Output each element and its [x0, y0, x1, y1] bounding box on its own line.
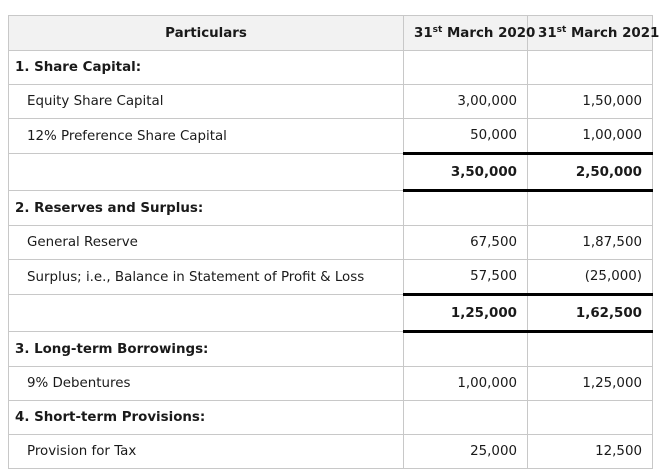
year-2020-header: 31st March 2020 — [404, 16, 528, 51]
empty-cell — [528, 401, 653, 435]
subtotal-row — [9, 295, 653, 332]
section-heading: 2. Reserves and Surplus: — [9, 191, 404, 226]
empty-cell — [528, 51, 653, 85]
empty-cell — [404, 51, 528, 85]
section-heading: 1. Share Capital: — [9, 51, 404, 85]
row-label: General Reserve — [9, 226, 404, 260]
section-heading-row — [9, 191, 653, 226]
empty-cell — [404, 332, 528, 367]
table-row — [9, 367, 653, 401]
empty-cell — [9, 154, 404, 191]
empty-cell — [404, 401, 528, 435]
subtotal-row — [9, 154, 653, 191]
subtotal-2021: 2,50,000 — [528, 154, 653, 191]
subtotal-2021: 1,62,500 — [528, 295, 653, 332]
value-2021: 1,25,000 — [528, 367, 653, 401]
particulars-header: Particulars — [9, 16, 404, 51]
empty-cell — [404, 191, 528, 226]
value-2021: 1,00,000 — [528, 119, 653, 154]
row-label: Surplus; i.e., Balance in Statement of Profit & Loss — [9, 260, 404, 295]
table-row — [9, 119, 653, 154]
empty-cell — [528, 332, 653, 367]
value-2020: 25,000 — [404, 435, 528, 469]
section-heading: 3. Long-term Borrowings: — [9, 332, 404, 367]
table-row — [9, 260, 653, 295]
section-heading: 4. Short-term Provisions: — [9, 401, 404, 435]
value-2020: 3,00,000 — [404, 85, 528, 119]
balance-table — [8, 15, 660, 469]
value-2021: (25,000) — [528, 260, 653, 295]
row-label: 9% Debentures — [9, 367, 404, 401]
table-row — [9, 435, 653, 469]
subtotal-2020: 1,25,000 — [404, 295, 528, 332]
value-2021: 1,50,000 — [528, 85, 653, 119]
value-2020: 57,500 — [404, 260, 528, 295]
value-2020: 50,000 — [404, 119, 528, 154]
row-label: Provision for Tax — [9, 435, 404, 469]
empty-cell — [528, 191, 653, 226]
table-header-row — [9, 16, 653, 51]
value-2020: 67,500 — [404, 226, 528, 260]
section-heading-row — [9, 401, 653, 435]
value-2020: 1,00,000 — [404, 367, 528, 401]
table-row — [9, 85, 653, 119]
value-2021: 1,87,500 — [528, 226, 653, 260]
table-row — [9, 226, 653, 260]
empty-cell — [9, 295, 404, 332]
subtotal-2020: 3,50,000 — [404, 154, 528, 191]
row-label: 12% Preference Share Capital — [9, 119, 404, 154]
year-2021-header: 31st March 2021 — [528, 16, 653, 51]
row-label: Equity Share Capital — [9, 85, 404, 119]
section-heading-row — [9, 332, 653, 367]
value-2021: 12,500 — [528, 435, 653, 469]
section-heading-row — [9, 51, 653, 85]
